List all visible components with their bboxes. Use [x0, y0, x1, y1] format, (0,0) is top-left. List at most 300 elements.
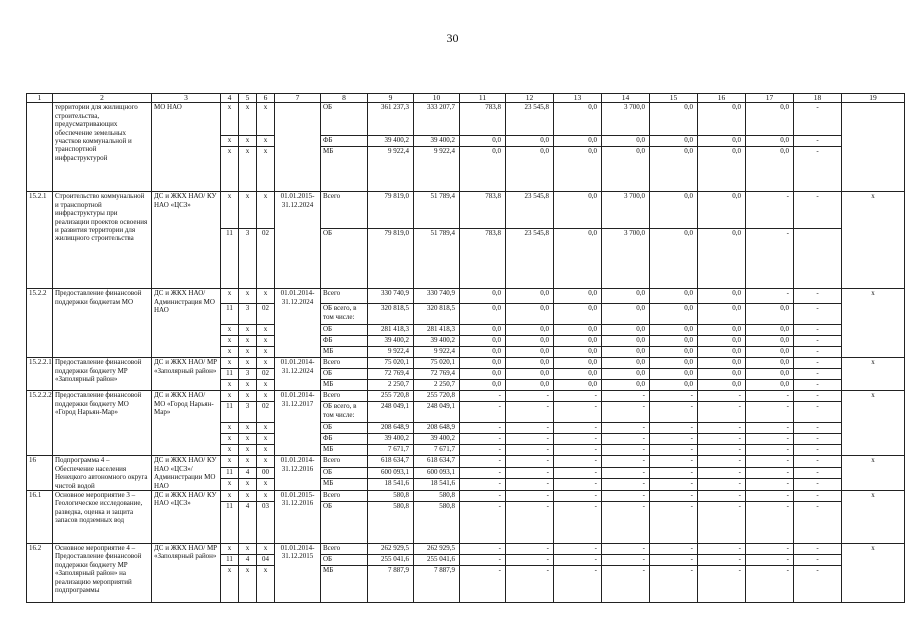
table-cell: - — [698, 423, 746, 434]
table-cell: 01.01.2014- 31.12.2024 — [275, 289, 321, 358]
table-cell: 208 648,9 — [414, 423, 460, 434]
table-cell: - — [698, 566, 746, 603]
table-cell: 01.01.2014- 31.12.2015 — [275, 544, 321, 603]
table-cell: 330 740,9 — [368, 289, 414, 304]
table-cell: 0,0 — [460, 136, 506, 147]
table-cell: Всего — [321, 192, 368, 229]
table-cell: 0,0 — [554, 369, 602, 380]
table-cell: 0,0 — [746, 147, 794, 192]
table-cell: ОБ — [321, 103, 368, 136]
table-cell: 0,0 — [554, 103, 602, 136]
table-cell: x — [257, 347, 275, 358]
table-cell: - — [460, 391, 506, 402]
table-cell: 0,0 — [506, 325, 554, 336]
table-cell: ДС и ЖКХ НАО/ КУ НАО «ЦСЗ» — [152, 192, 221, 289]
table-cell: 72 769,4 — [368, 369, 414, 380]
table-cell: - — [794, 380, 842, 391]
table-cell: 0,0 — [460, 289, 506, 304]
table-cell: x — [842, 544, 905, 603]
table-cell: 255 720,8 — [414, 391, 460, 402]
table-cell: - — [698, 491, 746, 502]
table-cell: x — [257, 336, 275, 347]
table-cell: ОБ — [321, 467, 368, 478]
table-cell: - — [602, 491, 650, 502]
table-cell: x — [239, 358, 257, 369]
table-cell: - — [506, 423, 554, 434]
table-cell: - — [554, 391, 602, 402]
table-cell: - — [794, 555, 842, 566]
table-cell: - — [746, 402, 794, 423]
table-cell: x — [257, 358, 275, 369]
table-cell: 2 250,7 — [368, 380, 414, 391]
table-cell: - — [650, 434, 698, 445]
table-cell: - — [602, 555, 650, 566]
table-cell: 0,0 — [746, 380, 794, 391]
table-cell: x — [221, 336, 239, 347]
table-cell: 0,0 — [602, 358, 650, 369]
table-cell: 39 400,2 — [414, 136, 460, 147]
table-cell: x — [239, 289, 257, 304]
table-cell: 600 093,1 — [414, 467, 460, 478]
table-cell: - — [602, 467, 650, 478]
table-cell: 0,0 — [506, 136, 554, 147]
table-cell: 580,8 — [368, 502, 414, 544]
table-cell: Всего — [321, 491, 368, 502]
table-cell: - — [746, 502, 794, 544]
table-row — [27, 103, 905, 136]
table-cell: 3 — [239, 304, 257, 325]
table-cell: x — [221, 347, 239, 358]
column-header: 9 — [368, 94, 414, 103]
table-cell: x — [239, 347, 257, 358]
table-cell: - — [506, 467, 554, 478]
table-cell: 01.01.2015- 31.12.2016 — [275, 491, 321, 544]
table-cell: 0,0 — [650, 289, 698, 304]
table-cell: - — [794, 544, 842, 555]
table-cell: 333 207,7 — [414, 103, 460, 136]
table-cell: 0,0 — [602, 304, 650, 325]
table-cell: 15.2.1 — [27, 192, 53, 289]
table-cell: - — [460, 423, 506, 434]
table-cell: - — [698, 544, 746, 555]
table-cell: x — [221, 289, 239, 304]
table-cell: 783,8 — [460, 192, 506, 229]
table-cell: 618 634,7 — [414, 456, 460, 467]
table-cell: - — [460, 555, 506, 566]
table-cell: x — [257, 423, 275, 434]
table-cell: - — [460, 478, 506, 490]
table-cell: x — [221, 103, 239, 136]
table-cell: 0,0 — [698, 358, 746, 369]
table-cell: 4 — [239, 555, 257, 566]
table-cell: 0,0 — [554, 304, 602, 325]
column-header: 12 — [506, 94, 554, 103]
table-cell: 0,0 — [698, 136, 746, 147]
table-cell: - — [746, 544, 794, 555]
table-cell: 0,0 — [698, 229, 746, 289]
table-cell: 11 — [221, 402, 239, 423]
table-cell: x — [257, 325, 275, 336]
table-cell: x — [221, 192, 239, 229]
table-cell: 79 819,0 — [368, 229, 414, 289]
table-cell: x — [842, 391, 905, 456]
table-cell: x — [221, 566, 239, 603]
table-cell: x — [842, 289, 905, 358]
table-cell: 248 049,1 — [368, 402, 414, 423]
table-cell: - — [698, 456, 746, 467]
table-cell: - — [554, 544, 602, 555]
table-cell: 208 648,9 — [368, 423, 414, 434]
table-cell: - — [554, 434, 602, 445]
table-cell: ОБ — [321, 369, 368, 380]
table-cell: x — [239, 136, 257, 147]
table-cell: 0,0 — [506, 358, 554, 369]
table-cell: 0,0 — [650, 229, 698, 289]
table-row — [27, 544, 905, 555]
table-cell: 0,0 — [554, 192, 602, 229]
table-cell: x — [239, 445, 257, 456]
table-cell: x — [221, 325, 239, 336]
table-cell: 330 740,9 — [414, 289, 460, 304]
table-cell: - — [650, 445, 698, 456]
table-cell: - — [794, 289, 842, 304]
table-cell: - — [554, 467, 602, 478]
table-cell: 18 541,6 — [368, 478, 414, 490]
table-cell: 0,0 — [650, 136, 698, 147]
table-cell: 0,0 — [650, 304, 698, 325]
table-cell: 0,0 — [746, 358, 794, 369]
table-cell: - — [554, 423, 602, 434]
table-cell: x — [842, 456, 905, 491]
table-cell: - — [650, 402, 698, 423]
table-cell: 3 700,0 — [602, 192, 650, 229]
table-cell: 0,0 — [602, 147, 650, 192]
table-cell: 0,0 — [460, 369, 506, 380]
table-cell: x — [257, 544, 275, 555]
table-cell: x — [221, 491, 239, 502]
table-cell: 01.01.2015- 31.12.2024 — [275, 192, 321, 289]
table-cell: 16.1 — [27, 491, 53, 544]
table-cell: - — [794, 347, 842, 358]
table-cell: 0,0 — [650, 336, 698, 347]
table-cell: - — [794, 358, 842, 369]
table-cell: x — [221, 147, 239, 192]
table-cell: 3 — [239, 402, 257, 423]
table-cell: x — [257, 491, 275, 502]
table-cell: 580,8 — [368, 491, 414, 502]
table-cell: - — [650, 467, 698, 478]
table-cell: x — [257, 380, 275, 391]
table-cell: - — [698, 391, 746, 402]
table-cell: x — [257, 289, 275, 304]
table-cell: 320 818,5 — [368, 304, 414, 325]
table-cell: 0,0 — [460, 380, 506, 391]
table-cell: 39 400,2 — [414, 336, 460, 347]
table-cell: - — [698, 555, 746, 566]
table-cell: ОБ — [321, 229, 368, 289]
table-cell: 16 — [27, 456, 53, 491]
table-cell: 0,0 — [460, 358, 506, 369]
table-cell: - — [650, 478, 698, 490]
table-cell: x — [221, 434, 239, 445]
table-cell: - — [460, 491, 506, 502]
table-cell: 783,8 — [460, 229, 506, 289]
table-cell: 0,0 — [746, 136, 794, 147]
table-cell: 0,0 — [698, 304, 746, 325]
table-cell: 11 — [221, 555, 239, 566]
table-cell: x — [257, 566, 275, 603]
table-cell: x — [842, 358, 905, 391]
table-cell: 0,0 — [650, 192, 698, 229]
table-cell: x — [257, 147, 275, 192]
column-header: 3 — [152, 94, 221, 103]
table-cell: - — [698, 445, 746, 456]
table-cell: 2 250,7 — [414, 380, 460, 391]
table-cell: ФБ — [321, 434, 368, 445]
table-cell: 0,0 — [650, 358, 698, 369]
table-cell: x — [257, 445, 275, 456]
column-header: 10 — [414, 94, 460, 103]
table-cell: 0,0 — [746, 304, 794, 325]
table-cell: - — [554, 555, 602, 566]
table-cell: 00 — [257, 467, 275, 478]
table-cell: 03 — [257, 502, 275, 544]
table-cell: - — [602, 456, 650, 467]
table-cell: - — [650, 456, 698, 467]
table-cell — [275, 103, 321, 192]
table-cell: 0,0 — [650, 369, 698, 380]
table-cell: ОБ — [321, 423, 368, 434]
table-cell: 3 700,0 — [602, 229, 650, 289]
table-cell: - — [602, 478, 650, 490]
column-header: 19 — [842, 94, 905, 103]
table-cell: 0,0 — [506, 380, 554, 391]
table-cell: - — [506, 502, 554, 544]
table-cell: 0,0 — [698, 380, 746, 391]
table-cell: 01.01.2014- 31.12.2024 — [275, 358, 321, 391]
table-cell: x — [257, 391, 275, 402]
table-cell: 7 671,7 — [368, 445, 414, 456]
table-cell: - — [746, 434, 794, 445]
table-cell: 01.01.2014- 31.12.2016 — [275, 456, 321, 491]
table-cell: 0,0 — [698, 103, 746, 136]
table-cell: 0,0 — [746, 325, 794, 336]
table-cell: ОБ — [321, 325, 368, 336]
table-cell: ОБ — [321, 502, 368, 544]
table-cell: ДС и ЖКХ НАО/ МО «Город Нарьян-Мар» — [152, 391, 221, 456]
table-cell: 0,0 — [506, 289, 554, 304]
table-cell: ОБ всего, в том числе: — [321, 304, 368, 325]
table-cell: - — [794, 304, 842, 325]
table-cell: МБ — [321, 445, 368, 456]
table-cell: - — [602, 434, 650, 445]
table-cell: МБ — [321, 478, 368, 490]
table-cell: 0,0 — [506, 347, 554, 358]
table-cell: - — [794, 103, 842, 136]
table-cell: 0,0 — [602, 336, 650, 347]
column-header: 4 — [221, 94, 239, 103]
table-cell: x — [257, 434, 275, 445]
table-cell: x — [257, 103, 275, 136]
table-cell: 02 — [257, 402, 275, 423]
table-cell: 16.2 — [27, 544, 53, 603]
table-cell: 39 400,2 — [414, 434, 460, 445]
table-cell: - — [650, 566, 698, 603]
table-cell: 0,0 — [554, 136, 602, 147]
table-cell: 11 — [221, 304, 239, 325]
table-cell: x — [239, 192, 257, 229]
table-cell: - — [602, 445, 650, 456]
table-cell: Всего — [321, 358, 368, 369]
page-number: 30 — [446, 31, 459, 45]
table-cell: ДС и ЖКХ НАО/ КУ НАО «ЦСЗ»/ Администрации МО НАО — [152, 456, 221, 491]
table-cell: 0,0 — [554, 229, 602, 289]
table-cell: - — [460, 445, 506, 456]
table-cell: - — [794, 136, 842, 147]
table-cell: 580,8 — [414, 502, 460, 544]
table-cell: 4 — [239, 467, 257, 478]
table-cell: 7 671,7 — [414, 445, 460, 456]
table-cell: - — [506, 391, 554, 402]
table-cell: Подпрограмма 4 – Обеспечение населения Ненецкого автономного округа чистой водой — [53, 456, 152, 491]
table-cell: Всего — [321, 544, 368, 555]
table-cell: 18 541,6 — [414, 478, 460, 490]
table-cell: - — [650, 544, 698, 555]
table-cell: x — [221, 456, 239, 467]
table-cell: - — [554, 566, 602, 603]
table-row — [27, 358, 905, 369]
table-cell: x — [842, 491, 905, 544]
table-cell: МБ — [321, 566, 368, 603]
table-cell: x — [239, 391, 257, 402]
table-cell: 15.2.2.2 — [27, 391, 53, 456]
table-cell: 9 922,4 — [368, 347, 414, 358]
table-cell: Предоставление финансовой поддержки бюджету МР «Заполярный район» — [53, 358, 152, 391]
table-cell: 0,0 — [698, 289, 746, 304]
table-cell: 51 789,4 — [414, 229, 460, 289]
table-cell: - — [698, 478, 746, 490]
table-cell: x — [257, 478, 275, 490]
table-cell: 0,0 — [698, 325, 746, 336]
table-cell: 7 887,9 — [414, 566, 460, 603]
table-cell: 0,0 — [698, 347, 746, 358]
table-cell: - — [746, 423, 794, 434]
table-cell: - — [460, 402, 506, 423]
table-cell: x — [239, 103, 257, 136]
table-cell: 02 — [257, 369, 275, 380]
table-cell: - — [746, 192, 794, 229]
table-cell: 0,0 — [746, 336, 794, 347]
column-header: 11 — [460, 94, 506, 103]
table-cell: 51 789,4 — [414, 192, 460, 229]
table-cell: - — [650, 555, 698, 566]
table-cell: 0,0 — [698, 147, 746, 192]
table-cell: x — [239, 325, 257, 336]
table-cell: - — [794, 402, 842, 423]
table-cell: x — [239, 566, 257, 603]
table-cell: - — [794, 502, 842, 544]
table-cell: x — [239, 380, 257, 391]
table-cell: - — [794, 369, 842, 380]
table-cell: 0,0 — [554, 358, 602, 369]
table-cell: ФБ — [321, 136, 368, 147]
column-header: 5 — [239, 94, 257, 103]
table-cell: 0,0 — [602, 136, 650, 147]
table-cell: - — [746, 445, 794, 456]
table-cell: 0,0 — [554, 380, 602, 391]
table-cell: ОБ — [321, 555, 368, 566]
table-cell: 600 093,1 — [368, 467, 414, 478]
table-cell: 0,0 — [460, 347, 506, 358]
table-row — [27, 192, 905, 229]
column-header: 18 — [794, 94, 842, 103]
table-cell: 0,0 — [554, 336, 602, 347]
table-cell: - — [746, 467, 794, 478]
table-cell: - — [794, 391, 842, 402]
table-cell: 23 545,8 — [506, 192, 554, 229]
table-row — [27, 391, 905, 402]
table-cell: - — [460, 502, 506, 544]
header-row — [27, 94, 905, 103]
table-cell: 281 418,3 — [368, 325, 414, 336]
table-cell: 15.2.2.1 — [27, 358, 53, 391]
table-cell: x — [239, 491, 257, 502]
table-cell: - — [794, 491, 842, 502]
table-cell: 262 929,5 — [368, 544, 414, 555]
table-cell: ДС и ЖКХ НАО/ МР «Заполярный район» — [152, 358, 221, 391]
table-cell: ДС и ЖКХ НАО/ МР «Заполярный район» — [152, 544, 221, 603]
table-cell: - — [602, 502, 650, 544]
table-cell: МБ — [321, 380, 368, 391]
table-cell: 39 400,2 — [368, 336, 414, 347]
table-cell: 23 545,8 — [506, 229, 554, 289]
table-cell: Предоставление финансовой поддержки бюджетам МО — [53, 289, 152, 358]
table-cell: - — [554, 478, 602, 490]
table-cell: МБ — [321, 147, 368, 192]
table-cell: - — [794, 445, 842, 456]
table-cell: - — [602, 566, 650, 603]
table-cell: ОБ всего, в том числе: — [321, 402, 368, 423]
table-cell: - — [794, 456, 842, 467]
table-cell: - — [554, 502, 602, 544]
table-cell: x — [257, 456, 275, 467]
table-cell: - — [794, 434, 842, 445]
table-cell — [794, 229, 842, 289]
table-cell: x — [221, 380, 239, 391]
table-cell: ФБ — [321, 336, 368, 347]
table-cell: - — [506, 478, 554, 490]
table-cell: - — [460, 544, 506, 555]
table-cell — [27, 103, 53, 192]
table-cell: - — [506, 491, 554, 502]
table-cell: - — [746, 566, 794, 603]
table-cell: - — [506, 566, 554, 603]
table-cell: x — [221, 423, 239, 434]
table-cell: 3 — [239, 369, 257, 380]
table-cell: Основное мероприятие 4 – Предоставление финансовой поддержки бюджету МР «Заполярный район» на реализацию мероприятий подпрограммы — [53, 544, 152, 603]
table-cell: 3 700,0 — [602, 103, 650, 136]
table-row — [27, 491, 905, 502]
table-cell: 783,8 — [460, 103, 506, 136]
table-cell: 0,0 — [554, 147, 602, 192]
table-cell: x — [221, 391, 239, 402]
column-header: 2 — [53, 94, 152, 103]
table-cell: - — [794, 325, 842, 336]
table-cell: - — [650, 502, 698, 544]
column-header: 17 — [746, 94, 794, 103]
column-header: 13 — [554, 94, 602, 103]
table-cell: - — [602, 423, 650, 434]
